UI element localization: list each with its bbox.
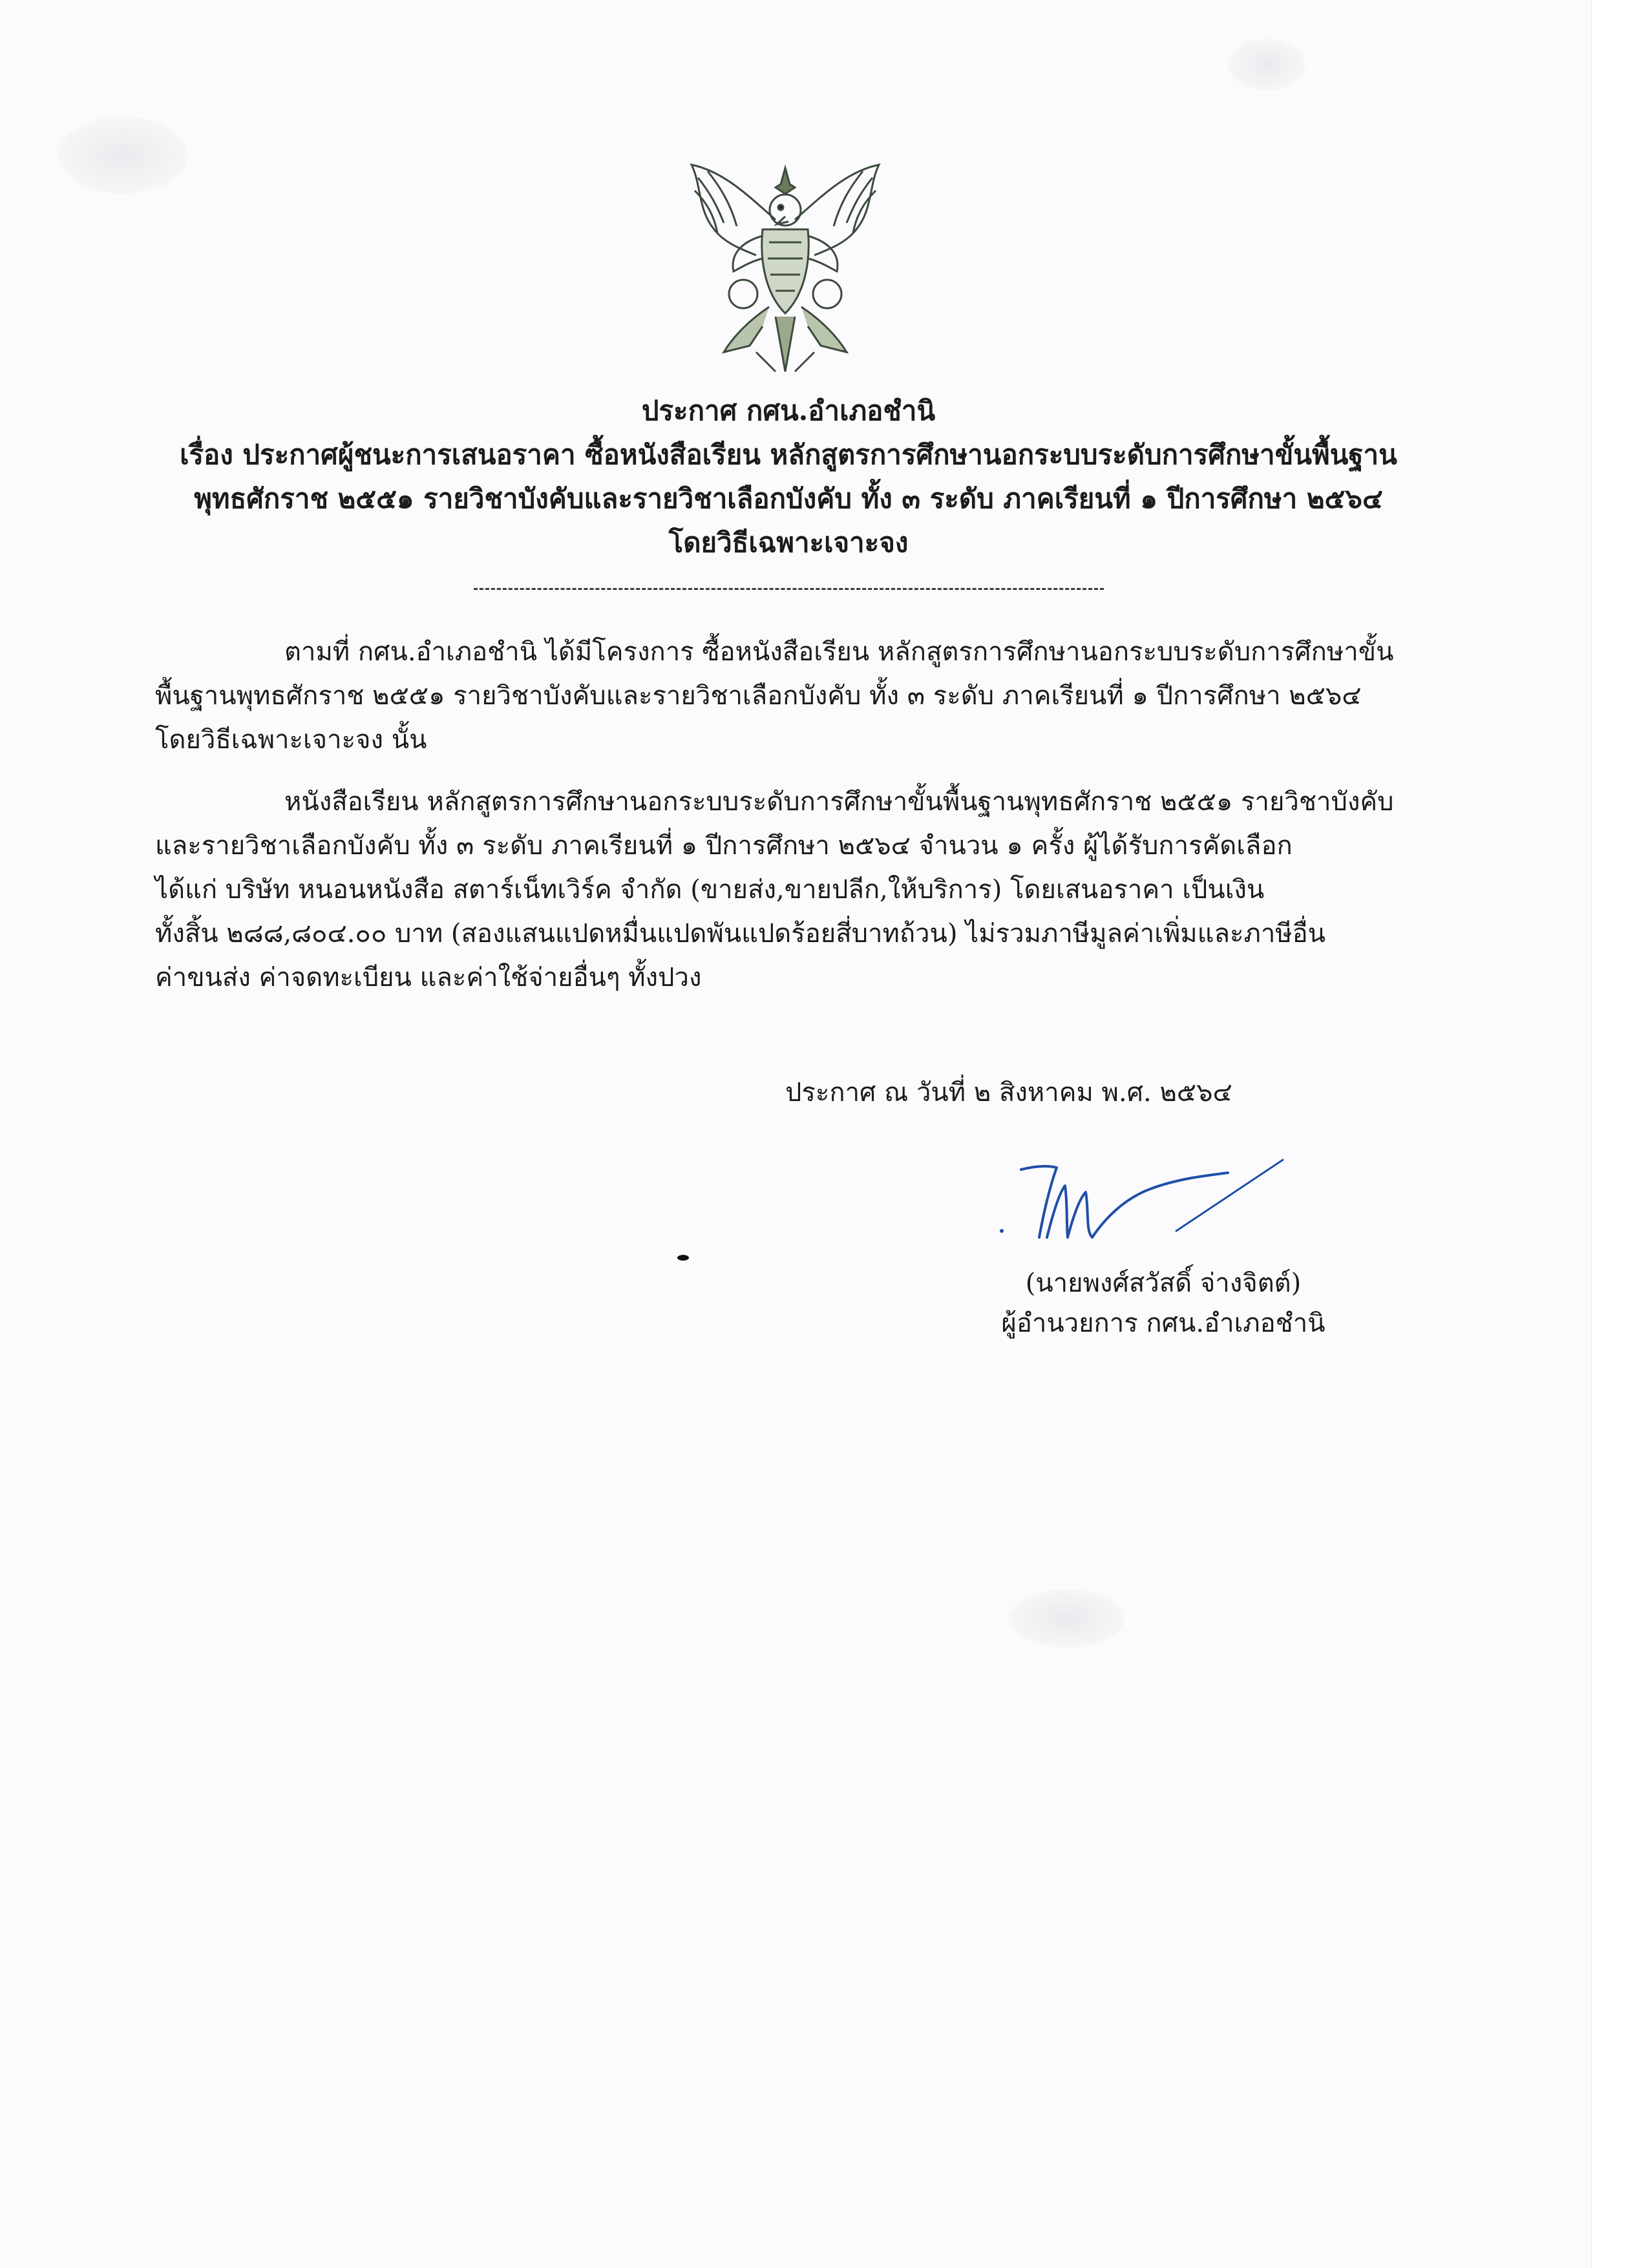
body-paragraph-2-line: ได้แก่ บริษัท หนอนหนังสือ สตาร์เน็ทเวิร์ค จำกัด (ขายส่ง,ขายปลีก,ให้บริการ) โดยเสนอราคา เป็นเงิน bbox=[155, 875, 1265, 905]
signer-block bbox=[840, 1263, 1486, 1343]
announcement-header bbox=[116, 389, 1461, 565]
ink-speck bbox=[677, 1255, 689, 1261]
handwritten-signature bbox=[989, 1140, 1293, 1250]
header-method: โดยวิธีเฉพาะเจาะจง bbox=[668, 527, 909, 558]
announcement-body bbox=[155, 630, 1461, 1000]
header-title: ประกาศ กศน.อำเภอชำนิ bbox=[641, 395, 936, 426]
announcement-date: ประกาศ ณ วันที่ ๒ สิงหาคม พ.ศ. ๒๕๖๔ bbox=[785, 1078, 1232, 1108]
body-paragraph-1-line: โดยวิธีเฉพาะเจาะจง นั้น bbox=[155, 725, 427, 755]
body-paragraph-2-line: หนังสือเรียน หลักสูตรการศึกษานอกระบบระดับการศึกษาขั้นพื้นฐานพุทธศักราช ๒๕๕๑ รายวิชาบังคับ bbox=[284, 787, 1394, 817]
signer-name: (นายพงศ์สวัสดิ์ จ่างจิตต์) bbox=[1025, 1268, 1302, 1298]
paper-smudge bbox=[1228, 39, 1305, 90]
header-subject: เรื่อง ประกาศผู้ชนะการเสนอราคา ซื้อหนังสือเรียน หลักสูตรการศึกษานอกระบบระดับการศึกษาขั้นพื้นฐาน bbox=[180, 439, 1397, 470]
body-paragraph-2-line: ทั้งสิ้น ๒๘๘,๘๐๔.๐๐ บาท (สองแสนแปดหมื่นแปดพันแปดร้อยสี่บาทถ้วน) ไม่รวมภาษีมูลค่าเพิ่มและภาษีอื่น bbox=[155, 919, 1326, 949]
header-subject-cont: พุทธศักราช ๒๕๕๑ รายวิชาบังคับและรายวิชาเลือกบังคับ ทั้ง ๓ ระดับ ภาคเรียนที่ ๑ ปีการศึกษา ๒๕๖๔ bbox=[194, 483, 1383, 514]
scan-edge bbox=[1591, 0, 1648, 2268]
body-paragraph-2-line: และรายวิชาเลือกบังคับ ทั้ง ๓ ระดับ ภาคเรียนที่ ๑ ปีการศึกษา ๒๕๖๔ จำนวน ๑ ครั้ง ผู้ได้รับการคัดเลือก bbox=[155, 831, 1293, 861]
body-paragraph-1-line: พื้นฐานพุทธศักราช ๒๕๕๑ รายวิชาบังคับและรายวิชาเลือกบังคับ ทั้ง ๓ ระดับ ภาคเรียนที่ ๑ ปีการศึกษา ๒๕๖๔ bbox=[155, 681, 1362, 711]
paper-smudge bbox=[1008, 1590, 1125, 1648]
garuda-emblem-icon bbox=[679, 158, 892, 381]
paper-smudge bbox=[58, 116, 187, 194]
signer-position: ผู้อำนวยการ กศน.อำเภอชำนิ bbox=[1001, 1308, 1326, 1338]
body-paragraph-2-line: ค่าขนส่ง ค่าจดทะเบียน และค่าใช้จ่ายอื่นๆ ทั้งปวง bbox=[155, 963, 702, 992]
body-paragraph-1-line: ตามที่ กศน.อำเภอชำนิ ได้มีโครงการ ซื้อหนังสือเรียน หลักสูตรการศึกษานอกระบบระดับการศึกษาขั้น bbox=[284, 637, 1394, 667]
dashed-divider bbox=[474, 588, 1104, 590]
